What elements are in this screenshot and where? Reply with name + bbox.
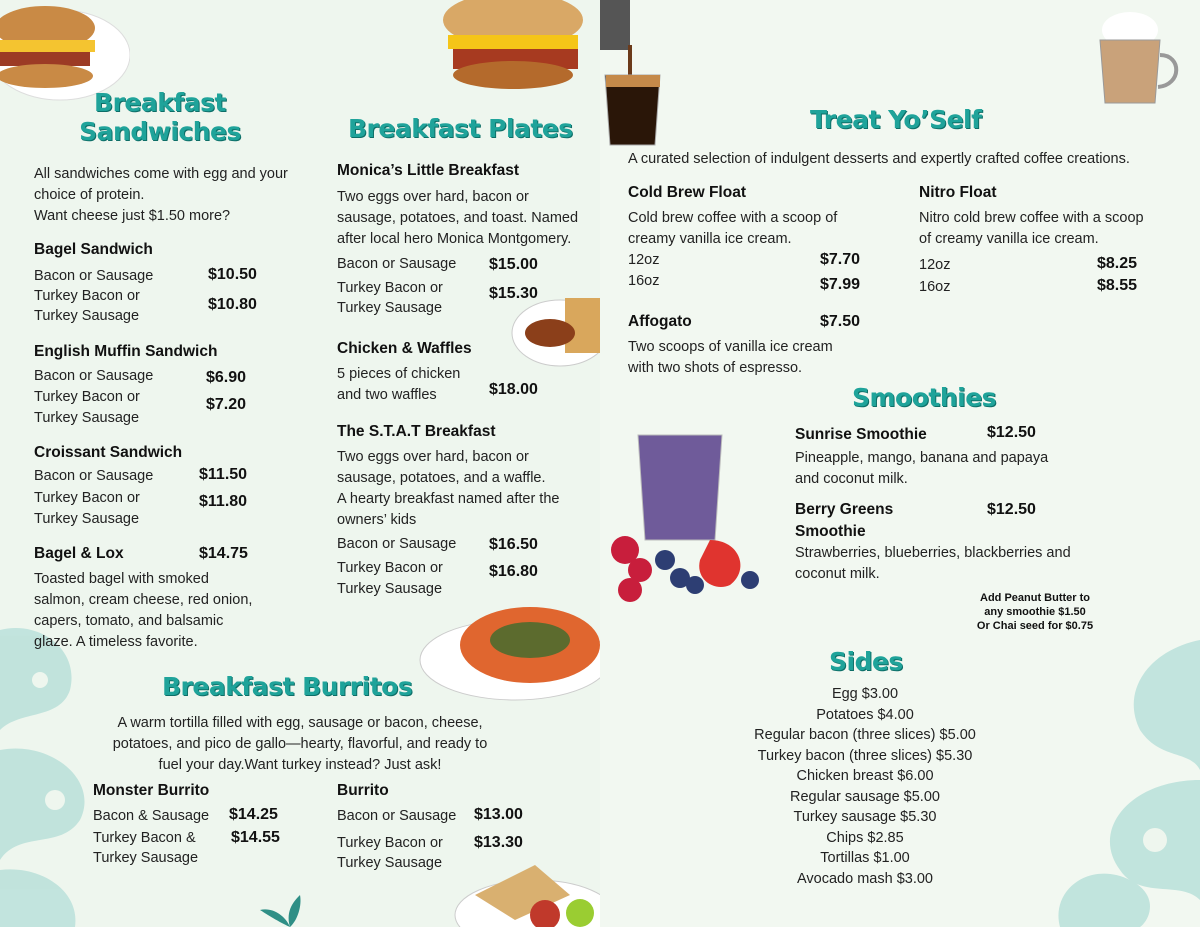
side-item: Tortillas $1.00 (820, 850, 910, 866)
smoothie-addon-note (950, 591, 1120, 633)
side-item: Egg $3.00 (831, 686, 899, 702)
side-item: Avocado mash $3.00 (797, 870, 933, 887)
stat-opt1: Bacon or Sausage (337, 536, 457, 552)
muffin-sandwich-image (438, 0, 588, 95)
monica-opt2b: Turkey Sausage (337, 300, 443, 316)
nitro-size2: 16oz (919, 279, 951, 295)
bagel-lox-description (34, 569, 294, 653)
burritos-title: Breakfast Burritos (162, 672, 413, 701)
bagel-opt2a: Turkey Bacon or (34, 288, 140, 304)
monster-price1: $14.25 (229, 806, 278, 823)
bagel-price2: $10.80 (208, 296, 257, 313)
desc-line: after local hero Monica Montgomery. (337, 231, 572, 247)
monica-breakfast-description (337, 187, 597, 250)
burrito-opt1: Bacon or Sausage (337, 808, 457, 824)
side-item: Chips $2.85 (826, 829, 904, 846)
burrito-opt2b: Turkey Sausage (337, 855, 443, 871)
nitro-price1: $8.25 (1097, 255, 1138, 272)
desc-line: Two eggs over hard, bacon or (337, 189, 529, 205)
name-line: Berry Greens (795, 501, 894, 518)
monica-price2: $15.30 (489, 285, 538, 302)
sandwiches-title-line1: Breakfast (94, 88, 226, 117)
cold-size2: 16oz (628, 273, 660, 289)
bagel-opt1: Bacon or Sausage (34, 268, 154, 284)
intro-line: All sandwiches come with egg and your (34, 166, 288, 182)
nitro-float-name: Nitro Float (919, 184, 997, 201)
treat-title: Treat Yo’Self (810, 105, 982, 134)
croissant-opt2a: Turkey Bacon or (34, 490, 140, 506)
chicken-waffles-description (337, 364, 460, 406)
intro-line: choice of protein. (34, 187, 145, 203)
note-line: Add Peanut Butter to (980, 592, 1090, 604)
bagel-sandwich-name: Bagel Sandwich (34, 241, 153, 258)
floral-ornament-right (1040, 630, 1200, 927)
monica-opt2a: Turkey Bacon or (337, 280, 443, 296)
sides-list (715, 684, 1015, 889)
sunrise-smoothie-name: Sunrise Smoothie (795, 426, 927, 443)
side-item: Turkey sausage $5.30 (793, 809, 937, 825)
note-line: any smoothie $1.50 (984, 606, 1086, 618)
nitro-float-description (919, 208, 1189, 250)
monica-opt1: Bacon or Sausage (337, 256, 457, 272)
intro-line: Want cheese just $1.50 more? (34, 208, 231, 224)
desc-line: owners’ kids (337, 512, 417, 528)
muffin-opt1: Bacon or Sausage (34, 368, 154, 384)
desc-line: Two eggs over hard, bacon or (337, 449, 529, 465)
sunrise-smoothie-price: $12.50 (987, 424, 1036, 441)
muffin-price1: $6.90 (206, 369, 247, 386)
muffin-opt2b: Turkey Sausage (34, 410, 140, 426)
monica-breakfast-name: Monica’s Little Breakfast (337, 162, 520, 179)
sides-title: Sides (829, 647, 903, 676)
desc-line: Cold brew coffee with a scoop of (628, 210, 838, 226)
bagel-lox-image (415, 590, 600, 705)
monster-burrito-name: Monster Burrito (93, 782, 210, 799)
treat-intro: A curated selection of indulgent desserts and expertly crafted coffee creations. (628, 151, 1130, 167)
latte-mug-image (1090, 5, 1185, 110)
cold-size1: 12oz (628, 252, 660, 268)
desc-line: creamy vanilla ice cream. (628, 231, 792, 247)
desc-line: fuel your day.Want turkey instead? Just ask! (158, 757, 442, 773)
sandwiches-title-line2: Sandwiches (79, 117, 241, 146)
bagel-lox-name: Bagel & Lox (34, 545, 124, 562)
desc-line: of creamy vanilla ice cream. (919, 231, 1099, 247)
croissant-price2: $11.80 (199, 493, 248, 510)
burrito-price2: $13.30 (474, 834, 523, 851)
desc-line: salmon, cream cheese, red onion, (34, 592, 253, 608)
croissant-price1: $11.50 (199, 466, 248, 483)
side-item: Regular bacon (three slices) $5.00 (754, 727, 976, 743)
muffin-sandwich-name: English Muffin Sandwich (34, 343, 218, 360)
desc-line: Toasted bagel with smoked (34, 571, 209, 587)
stat-breakfast-name: The S.T.A.T Breakfast (337, 423, 496, 440)
desc-line: and coconut milk. (795, 471, 908, 487)
chicken-waffles-name: Chicken & Waffles (337, 340, 472, 357)
name-line: Smoothie (795, 523, 866, 540)
monster-opt2a: Turkey Bacon & (93, 830, 196, 846)
desc-line: and two waffles (337, 387, 437, 403)
note-line: Or Chai seed for $0.75 (976, 620, 1094, 632)
cold-brew-float-description (628, 208, 888, 250)
bagel-price1: $10.50 (208, 266, 257, 283)
side-item: Potatoes $4.00 (816, 706, 914, 723)
side-item: Regular sausage $5.00 (790, 788, 940, 805)
monster-price2: $14.55 (231, 829, 280, 846)
cold-brew-float-name: Cold Brew Float (628, 184, 746, 201)
affogato-price: $7.50 (820, 313, 861, 330)
croissant-opt2b: Turkey Sausage (34, 511, 140, 527)
muffin-price2: $7.20 (206, 396, 247, 413)
desc-line: potatoes, and pico de gallo—hearty, flavorful, and ready to (112, 736, 488, 752)
desc-line: sausage, potatoes, and a waffle. (337, 470, 546, 486)
desc-line: capers, tomato, and balsamic (34, 613, 224, 629)
bagel-opt2b: Turkey Sausage (34, 308, 140, 324)
desc-line: Two scoops of vanilla ice cream (628, 339, 833, 355)
bagel-lox-price: $14.75 (199, 545, 248, 562)
plates-title: Breakfast Plates (348, 114, 573, 143)
croissant-sandwich-name: Croissant Sandwich (34, 444, 183, 461)
chicken-waffles-price: $18.00 (489, 381, 538, 398)
nitro-size1: 12oz (919, 257, 951, 273)
side-item: Chicken breast $6.00 (796, 768, 934, 784)
croissant-opt1: Bacon or Sausage (34, 468, 154, 484)
berry-smoothie-price: $12.50 (987, 501, 1036, 518)
desc-line: Strawberries, blueberries, blackberries and (795, 545, 1071, 561)
desc-line: Pineapple, mango, banana and papaya (795, 450, 1049, 466)
burritos-description (90, 713, 510, 776)
burrito-opt2a: Turkey Bacon or (337, 835, 443, 851)
affogato-name: Affogato (628, 313, 692, 330)
sandwiches-title (50, 88, 270, 146)
stat-breakfast-description (337, 447, 597, 531)
desc-line: glaze. A timeless favorite. (34, 634, 198, 650)
stat-opt2b: Turkey Sausage (337, 581, 443, 597)
stat-opt2a: Turkey Bacon or (337, 560, 443, 576)
side-item: Turkey bacon (three slices) $5.30 (757, 747, 973, 764)
berry-smoothie-name (795, 499, 893, 543)
stat-price2: $16.80 (489, 563, 538, 580)
smoothies-title: Smoothies (852, 383, 997, 412)
desc-line: sausage, potatoes, and toast. Named (337, 210, 579, 226)
desc-line: A warm tortilla filled with egg, sausage or bacon, cheese, (117, 715, 483, 731)
desc-line: 5 pieces of chicken (337, 366, 461, 382)
desc-line: coconut milk. (795, 566, 880, 582)
burrito-image (445, 855, 600, 927)
sandwiches-intro (34, 164, 324, 227)
leaf-ornament-bottom (260, 895, 320, 927)
monster-opt2b: Turkey Sausage (93, 850, 199, 866)
monica-price1: $15.00 (489, 256, 538, 273)
muffin-opt2a: Turkey Bacon or (34, 389, 140, 405)
desc-line: A hearty breakfast named after the (337, 491, 560, 507)
monster-opt1: Bacon & Sausage (93, 808, 210, 824)
cold-price1: $7.70 (820, 251, 861, 268)
cold-price2: $7.99 (820, 276, 861, 293)
espresso-pour-image (600, 0, 670, 150)
berry-smoothie-description (795, 543, 1095, 585)
burrito-price1: $13.00 (474, 806, 523, 823)
smoothie-berries-image (600, 430, 770, 605)
desc-line: with two shots of espresso. (628, 360, 803, 376)
affogato-description (628, 337, 888, 379)
sunrise-smoothie-description (795, 448, 1085, 490)
stat-price1: $16.50 (489, 536, 538, 553)
nitro-price2: $8.55 (1097, 277, 1138, 294)
burrito-name: Burrito (337, 782, 389, 799)
desc-line: Nitro cold brew coffee with a scoop (919, 210, 1144, 226)
